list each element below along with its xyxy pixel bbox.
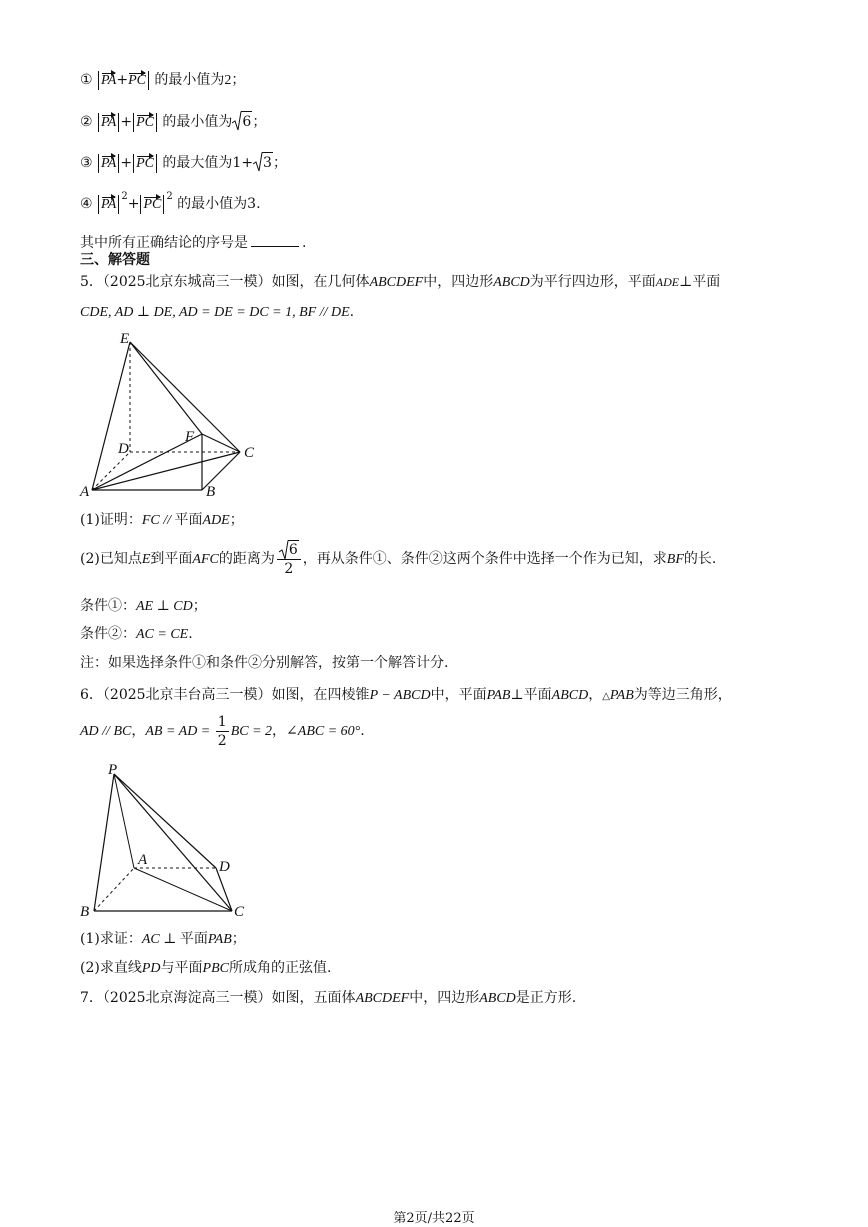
vector-pc: PC — [128, 73, 146, 88]
label-A: A — [138, 852, 148, 868]
vector-pa: PA — [101, 197, 117, 212]
label-D: D — [219, 859, 230, 875]
label-A: A — [80, 484, 90, 500]
question-number: 6． — [80, 687, 103, 703]
conclusion-prompt: 其中所有正确结论的序号是 . — [80, 232, 306, 253]
q5-part2: (2)已知点E到平面AFC的距离为 $\frac{6}{2}$ ，再从条件①、条件②这两个条件中选择一个作为已知，求BF的长. — [80, 542, 717, 577]
vector-pc: PC — [143, 197, 162, 212]
vector-pc: PC — [136, 156, 154, 171]
label-D: D — [118, 441, 129, 457]
label-C: C — [244, 445, 255, 461]
section-heading: 三、解答题 — [80, 252, 150, 268]
fraction-one-half: $\frac{1}{2}$ — [217, 713, 227, 749]
label-E: E — [120, 331, 130, 347]
question-source: （2025北京海淀高三一模） — [102, 990, 272, 1006]
statement-4: ④ $PA^2+ PC^2$ 的最小值为3. — [80, 191, 261, 212]
vector-pa: PA — [101, 115, 117, 130]
q6-stem: 6．（2025北京丰台高三一模）如图，在四棱锥P − ABCD中，平面PAB⊥平面ABCD，△PAB为等边三角形， — [80, 687, 732, 703]
statement-2: ② PA + PC 的最小值为 6； — [80, 111, 266, 132]
label-B: B — [80, 904, 90, 920]
question-number: 7． — [80, 990, 103, 1006]
q5-figure — [78, 328, 268, 503]
statement-number: ② — [80, 114, 93, 130]
statement-3: ③ PA + PC 的最大值为1+ 3； — [80, 152, 287, 173]
abs-vector-sum: PA+PC — [98, 71, 149, 90]
statement-number: ③ — [80, 155, 93, 171]
vector-pa: PA — [101, 73, 117, 88]
q5-conditions: CDE, AD ⊥ DE, AD = DE = DC = 1, BF // DE. — [80, 304, 355, 320]
q5-stem: 5．（2025北京东城高三一模）如图，在几何体ABCDEF中，四边形ABCD为平行四边形，平面ADE⊥平面 — [80, 274, 721, 290]
q6-part2: (2)求直线PD与平面PBC所成角的正弦值. — [80, 960, 332, 976]
q5-note: 注：如果选择条件①和条件②分别解答，按第一个解答计分. — [80, 655, 449, 671]
q6-figure — [78, 758, 258, 923]
statement-number: ① — [80, 72, 93, 88]
vector-pa: PA — [101, 156, 117, 171]
label-F: F — [185, 429, 195, 445]
q5-condition-1: 条件①：AE ⊥ CD； — [80, 598, 207, 614]
label-B: B — [206, 484, 216, 500]
question-source: （2025北京丰台高三一模） — [102, 687, 272, 703]
statement-1: ① PA+PC 的最小值为2； — [80, 72, 246, 88]
label-C: C — [234, 904, 245, 920]
q6-conditions: AD // BC，AB = AD = $\frac{1}{2}$ BC = 2，∠ABC = 60°. — [80, 713, 365, 749]
q5-part1: (1)证明：FC // 平面ADE； — [80, 512, 244, 528]
fraction-sqrt6-over-2: $\frac{6}{2}$ — [277, 540, 301, 578]
label-P: P — [108, 762, 118, 778]
sqrt: 6 — [232, 111, 252, 132]
sqrt: 3 — [253, 152, 273, 173]
statement-number: ④ — [80, 196, 93, 212]
question-source: （2025北京东城高三一模） — [102, 274, 272, 290]
q5-condition-2: 条件②：AC = CE. — [80, 626, 193, 642]
question-number: 5． — [80, 274, 103, 290]
page-footer: 第2页/共22页 — [393, 1211, 475, 1226]
vector-pc: PC — [136, 115, 154, 130]
answer-blank — [251, 232, 299, 247]
q7-stem: 7．（2025北京海淀高三一模）如图，五面体ABCDEF中，四边形ABCD是正方形. — [80, 990, 577, 1006]
q6-part1: (1)求证：AC ⊥ 平面PAB； — [80, 931, 246, 947]
